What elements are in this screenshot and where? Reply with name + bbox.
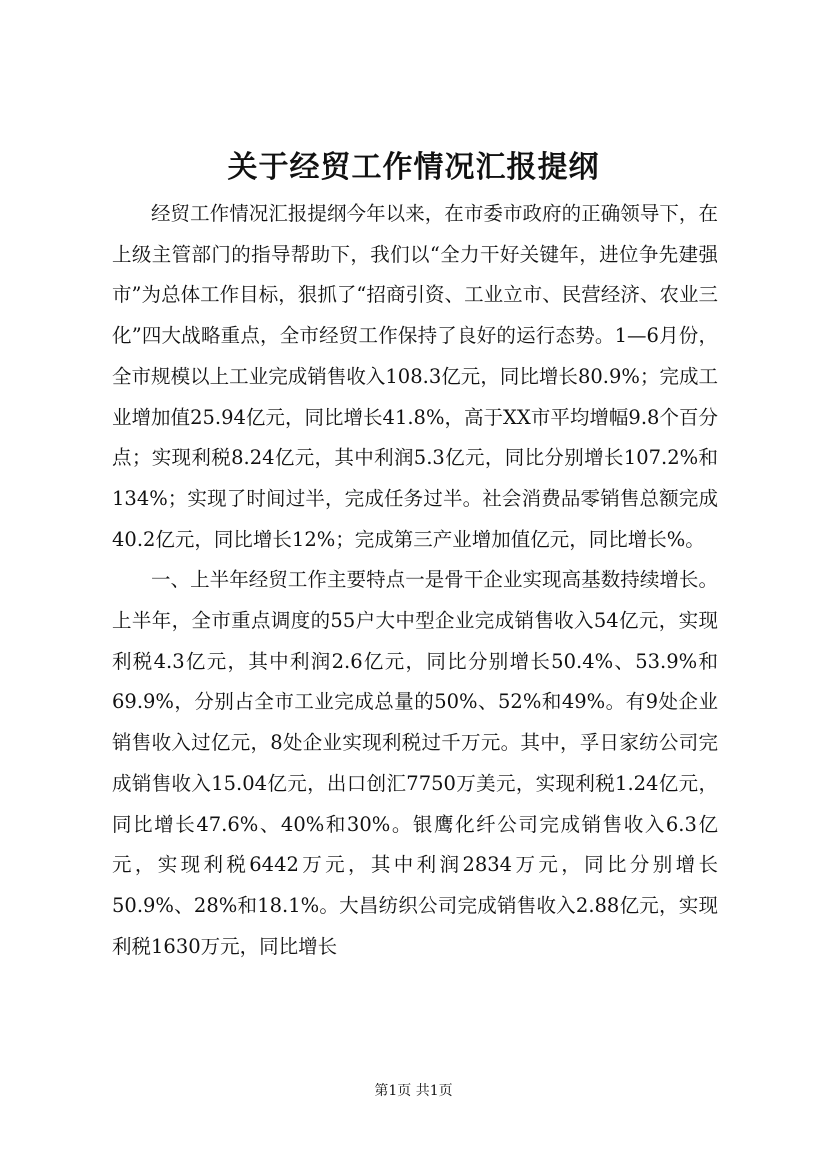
document-title: 关于经贸工作情况汇报提纲 (227, 150, 600, 185)
paragraph: 一、上半年经贸工作主要特点一是骨干企业实现高基数持续增长。上半年，全市重点调度的55户大中型企业完成销售收入54亿元，实现利税4.3亿元，其中利润2.6亿元，同比分别增长50.4%、53.9%和69.9%，分别占全市工业完成总量的50%、52%和49%。有9处企业销售收入过亿元，8处企业实现利税过千万元。其中，孚日家纺公司完成销售收入15.04亿元，出口创汇7750万美元，实现利税1.24亿元，同比增长47.6%、40%和30%。银鹰化纤公司完成销售收入6.3亿元，实现利税6442万元，其中利润2834万元，同比分别增长50.9%、28%和18.1%。大昌纺织公司完成销售收入2.88亿元，实现利税1630万元，同比增长 (112, 568, 718, 958)
page-footer: 第1页 共1页 (374, 1083, 453, 1099)
paragraph: 经贸工作情况汇报提纲今年以来，在市委市政府的正确领导下，在上级主管部门的指导帮助下，我们以“全力干好关键年，进位争先建强市”为总体工作目标，狠抓了“招商引资、工业立市、民营经济、农业三化”四大战略重点，全市经贸工作保持了良好的运行态势。1—6月份，全市规模以上工业完成销售收入108.3亿元，同比增长80.9%；完成工业增加值25.94亿元，同比增长41.8%，高于XX市平均增幅9.8个百分点；实现利税8.24亿元，其中利润5.3亿元，同比分别增长107.2%和134%；实现了时间过半，完成任务过半。社会消费品零销售总额完成40.2亿元，同比增长12%；完成第三产业增加值亿元，同比增长%。 (112, 202, 718, 551)
document-body (112, 194, 718, 967)
